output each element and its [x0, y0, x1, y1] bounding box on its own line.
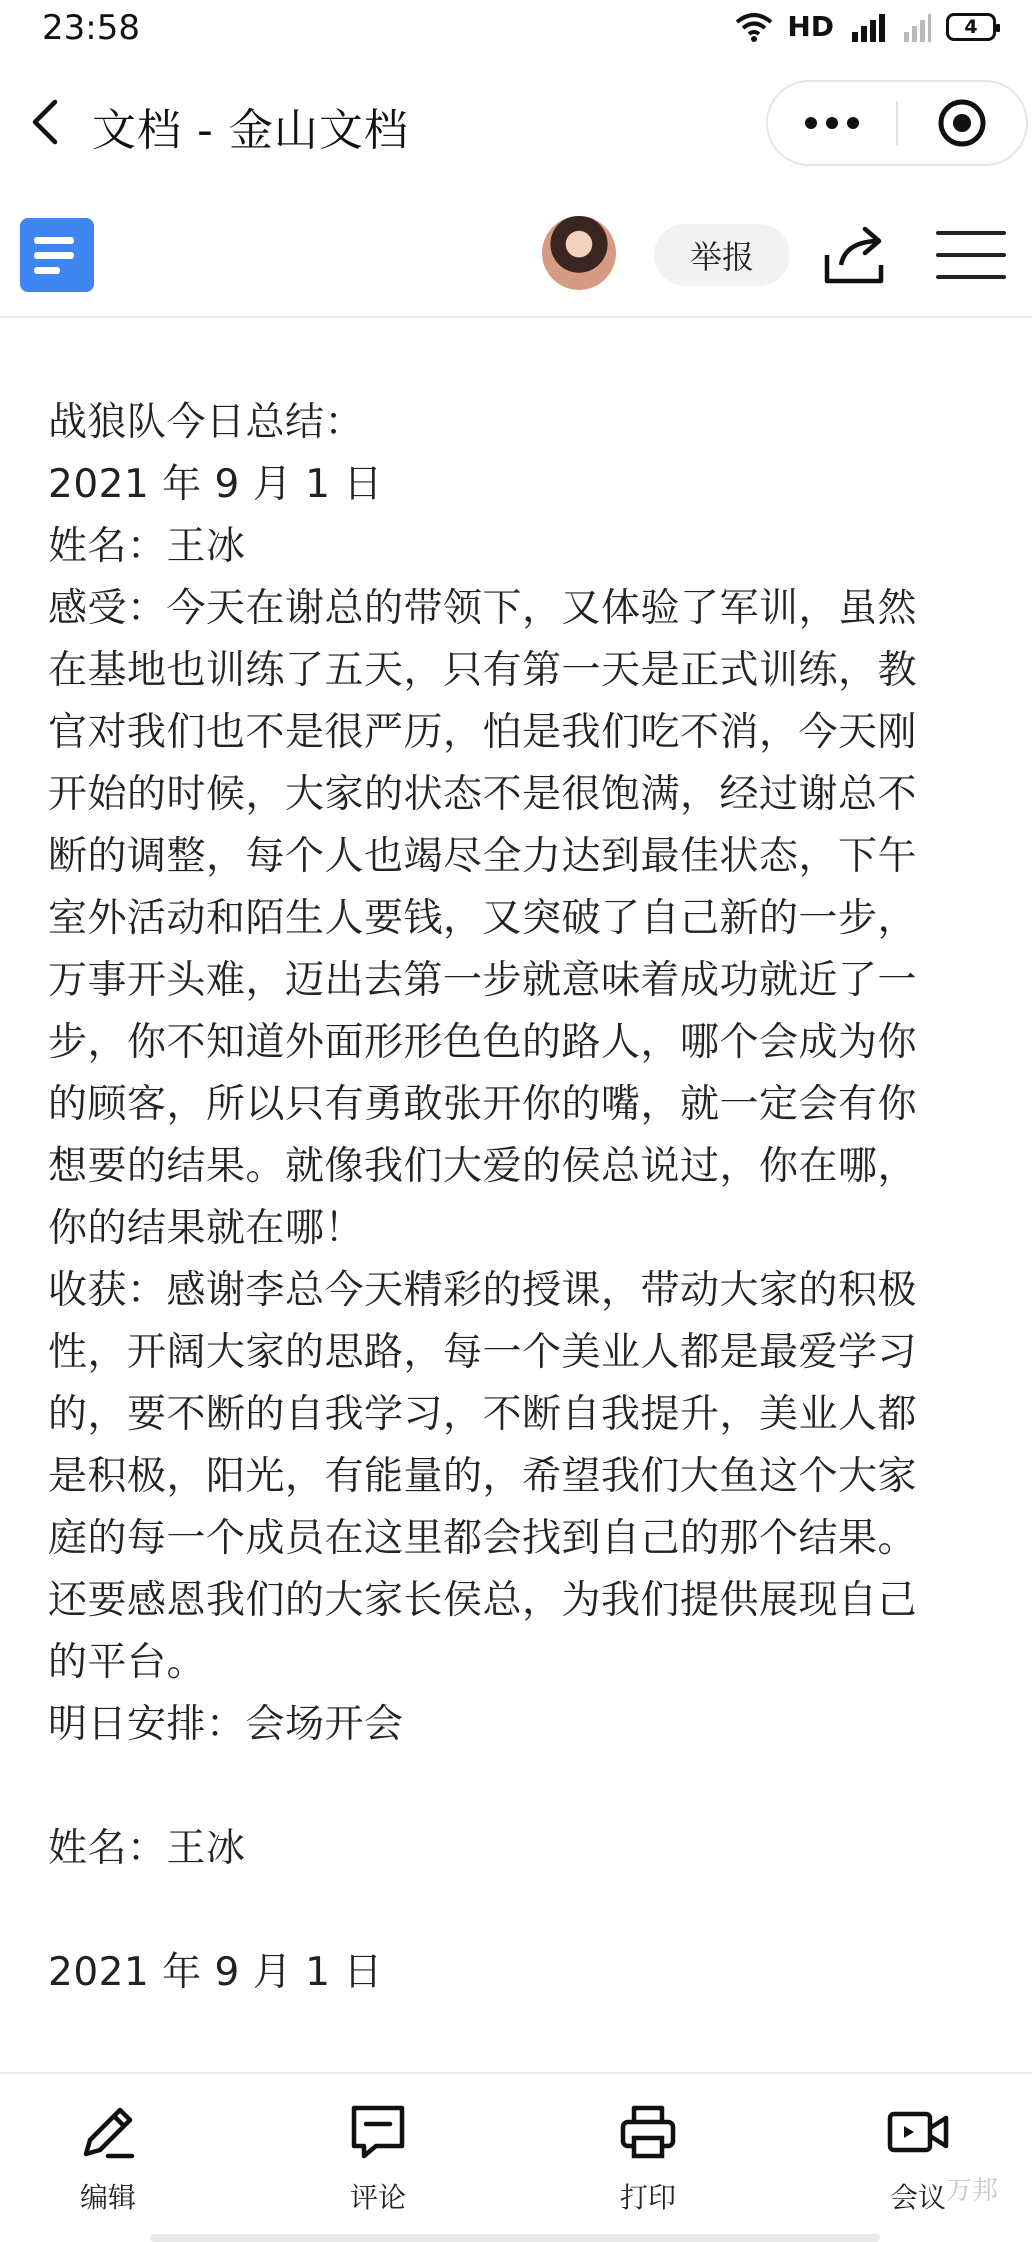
battery-level: 4	[964, 15, 978, 38]
doc-line: 明日安排：会场开会	[48, 1702, 404, 1747]
footer-name: 姓名：王冰	[48, 1826, 246, 1871]
doc-line: 的顾客，所以只有勇敢张开你的嘴，就一定会有你	[48, 1082, 918, 1127]
more-button[interactable]	[768, 82, 896, 164]
menu-line	[936, 253, 1006, 257]
doc-line: 步，你不知道外面形形色色的路人，哪个会成为你	[48, 1020, 918, 1065]
document-body	[48, 392, 988, 2004]
target-circle-icon	[937, 98, 987, 148]
page-title: 文档 - 金山文档	[92, 105, 409, 156]
signal-icon-2	[902, 12, 932, 42]
doc-line: 性，开阔大家的思路，每一个美业人都是最爱学习	[48, 1330, 918, 1375]
back-button[interactable]	[14, 92, 74, 152]
doc-line: 室外活动和陌生人要钱，又突破了自己新的一步，	[48, 896, 918, 941]
printer-icon	[618, 2102, 678, 2162]
close-miniapp-button[interactable]	[898, 82, 1026, 164]
chevron-left-icon	[27, 98, 61, 146]
avatar[interactable]	[542, 216, 616, 290]
doc-line: 开始的时候，大家的状态不是很饱满，经过谢总不	[48, 772, 918, 817]
status-time: 23:58	[42, 8, 140, 48]
share-icon	[823, 225, 887, 285]
doc-line: 断的调整，每个人也竭尽全力达到最佳状态，下午	[48, 834, 918, 879]
print-button[interactable]	[578, 2100, 718, 2220]
edit-button[interactable]	[38, 2100, 178, 2220]
network-label: HD	[787, 10, 834, 43]
comment-icon	[348, 2102, 408, 2162]
wifi-icon	[735, 12, 773, 42]
doc-line: 在基地也训练了五天，只有第一天是正式训练，教	[48, 648, 918, 693]
blank-line	[48, 1756, 988, 1818]
menu-line	[936, 231, 1006, 235]
title-bar	[0, 68, 1032, 180]
edit-label: 编辑	[79, 2181, 136, 2214]
pencil-icon	[78, 2102, 138, 2162]
watermark: 万邦	[945, 2176, 998, 2206]
menu-button[interactable]	[936, 220, 1006, 290]
doc-toolbar	[0, 200, 1032, 318]
home-indicator	[150, 2234, 880, 2242]
footer-date: 2021 年 9 月 1 日	[48, 1950, 383, 1995]
comment-button[interactable]	[308, 2100, 448, 2220]
share-button[interactable]	[818, 220, 892, 290]
bottom-action-bar	[0, 2072, 1032, 2242]
doc-line: 战狼队今日总结：	[48, 400, 365, 445]
miniapp-capsule	[766, 80, 1028, 166]
blank-line	[48, 1880, 988, 1942]
doc-line: 收获：感谢李总今天精彩的授课，带动大家的积极	[48, 1268, 918, 1313]
doc-line: 是积极，阳光，有能量的，希望我们大鱼这个大家	[48, 1454, 918, 1499]
doc-line: 感受：今天在谢总的带领下，又体验了军训，虽然	[48, 586, 918, 631]
doc-line: 想要的结果。就像我们大爱的侯总说过，你在哪，	[48, 1144, 918, 1189]
meeting-label: 会议	[889, 2181, 946, 2214]
menu-line	[936, 275, 1006, 279]
status-icons	[735, 10, 996, 43]
doc-line: 你的结果就在哪！	[48, 1206, 365, 1251]
more-dots-icon	[804, 116, 860, 130]
signal-icon	[848, 12, 888, 42]
doc-line: 官对我们也不是很严历，怕是我们吃不消，今天刚	[48, 710, 918, 755]
video-camera-icon	[886, 2102, 950, 2162]
report-button[interactable]: 举报	[654, 224, 790, 286]
doc-line: 万事开头难，迈出去第一步就意味着成功就近了一	[48, 958, 918, 1003]
battery-icon	[946, 13, 996, 41]
doc-line: 姓名：王冰	[48, 524, 246, 569]
doc-line: 的平台。	[48, 1640, 207, 1685]
doc-line: 2021 年 9 月 1 日	[48, 462, 383, 507]
doc-logo-icon	[20, 218, 94, 292]
doc-line: 的，要不断的自我学习，不断自我提升，美业人都	[48, 1392, 918, 1437]
comment-label: 评论	[349, 2181, 406, 2214]
doc-line: 还要感恩我们的大家长侯总，为我们提供展现自己	[48, 1578, 918, 1623]
print-label: 打印	[619, 2181, 676, 2214]
doc-line: 庭的每一个成员在这里都会找到自己的那个结果。	[48, 1516, 918, 1561]
status-bar	[0, 0, 1032, 56]
